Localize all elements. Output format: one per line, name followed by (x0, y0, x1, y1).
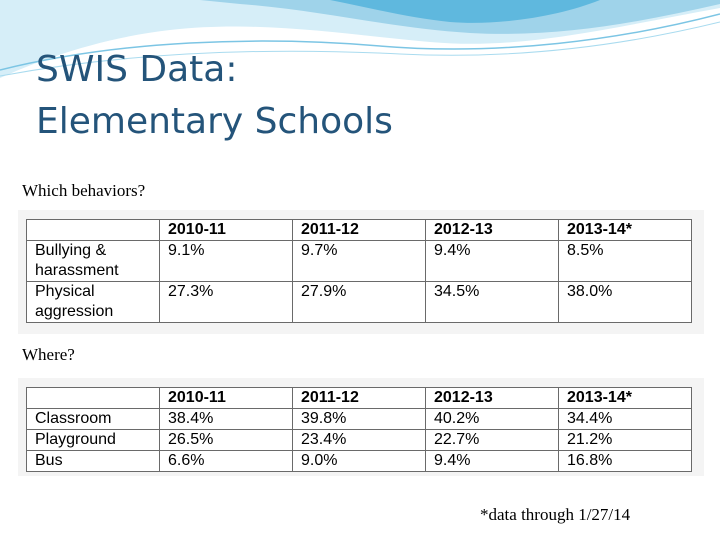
table-row (27, 409, 692, 430)
table-cell: 38.0% (559, 282, 692, 323)
table-row (27, 430, 692, 451)
table-cell: 8.5% (559, 241, 692, 282)
header-cell: 2011-12 (293, 220, 426, 241)
table-cell: 27.3% (160, 282, 293, 323)
title-line-1: SWIS Data: (36, 49, 238, 90)
table-cell: 27.9% (293, 282, 426, 323)
header-cell (27, 220, 160, 241)
row-label: Physical aggression (27, 282, 160, 323)
page-title (36, 44, 393, 148)
table-cell: 16.8% (559, 451, 692, 472)
table-cell: 39.8% (293, 409, 426, 430)
table-row (27, 451, 692, 472)
table-cell: 34.4% (559, 409, 692, 430)
table-header-row (27, 388, 692, 409)
row-label: Bullying & harassment (27, 241, 160, 282)
row-label: Playground (27, 430, 160, 451)
table-header-row (27, 220, 692, 241)
header-cell: 2010-11 (160, 388, 293, 409)
table-cell: 9.0% (293, 451, 426, 472)
where-table (26, 387, 692, 472)
table-cell: 9.4% (426, 241, 559, 282)
table-cell: 9.4% (426, 451, 559, 472)
where-label: Where? (22, 345, 75, 364)
header-cell: 2012-13 (426, 388, 559, 409)
table-cell: 23.4% (293, 430, 426, 451)
header-cell: 2013-14* (559, 388, 692, 409)
header-cell: 2010-11 (160, 220, 293, 241)
where-table-panel (18, 378, 704, 476)
table-cell: 9.7% (293, 241, 426, 282)
header-cell: 2013-14* (559, 220, 692, 241)
table-cell: 40.2% (426, 409, 559, 430)
table-cell: 6.6% (160, 451, 293, 472)
table-cell: 22.7% (426, 430, 559, 451)
table-cell: 21.2% (559, 430, 692, 451)
table-cell: 38.4% (160, 409, 293, 430)
title-line-2: Elementary Schools (36, 101, 393, 142)
header-cell: 2012-13 (426, 220, 559, 241)
header-cell (27, 388, 160, 409)
row-label: Bus (27, 451, 160, 472)
behaviors-table-panel (18, 210, 704, 334)
behaviors-table (26, 219, 692, 323)
header-cell: 2011-12 (293, 388, 426, 409)
table-row (27, 282, 692, 323)
footnote: *data through 1/27/14 (480, 505, 631, 524)
table-cell: 9.1% (160, 241, 293, 282)
table-cell: 34.5% (426, 282, 559, 323)
row-label: Classroom (27, 409, 160, 430)
table-cell: 26.5% (160, 430, 293, 451)
table-row (27, 241, 692, 282)
behaviors-label: Which behaviors? (22, 181, 146, 200)
